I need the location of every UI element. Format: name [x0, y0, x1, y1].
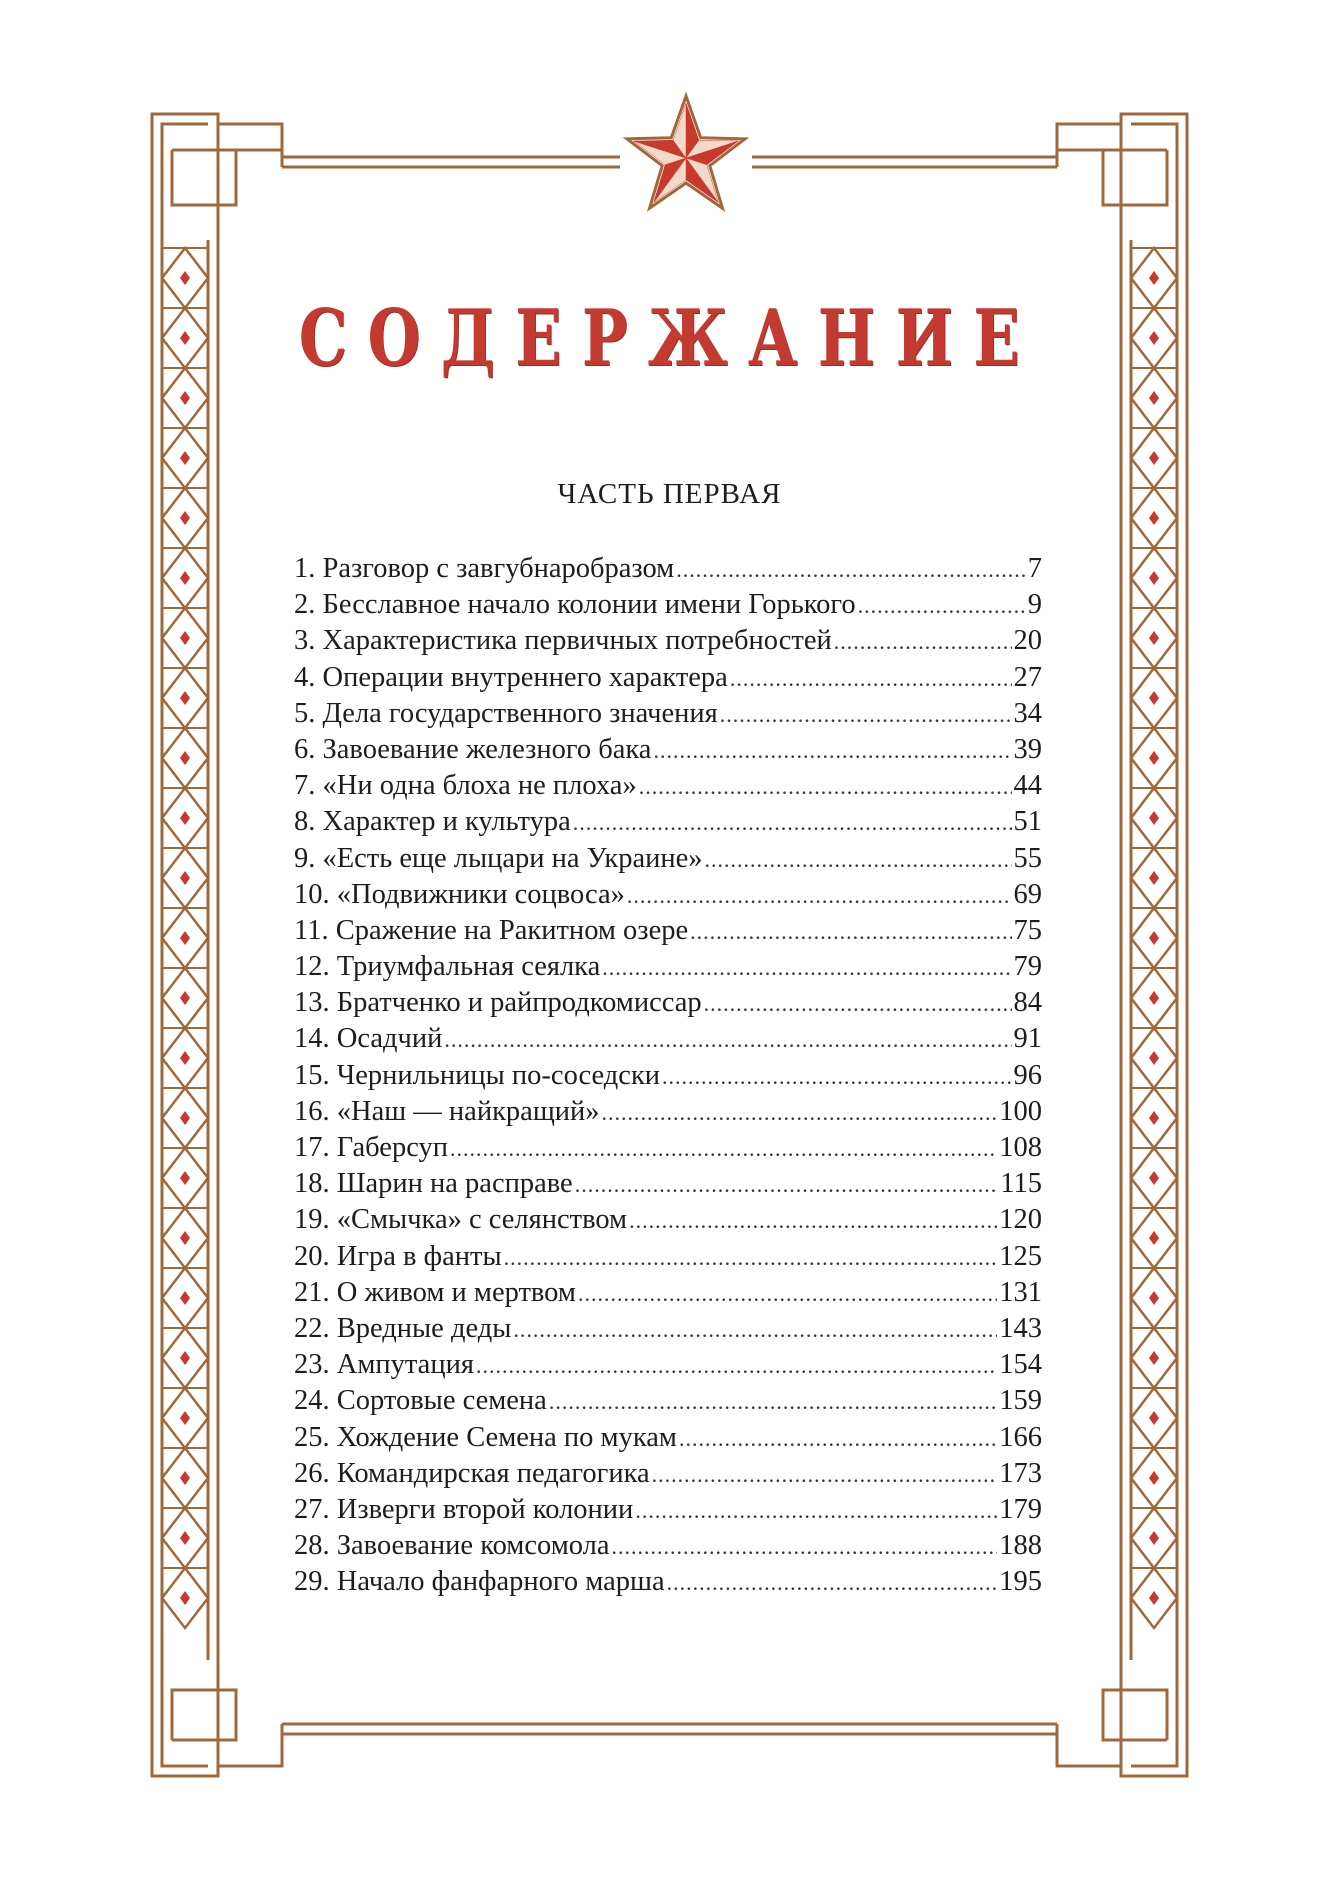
toc-page-number: 96 — [1013, 1059, 1042, 1091]
toc-entry-title: Дела государственного значения — [322, 697, 718, 729]
toc-page-number: 27 — [1013, 661, 1042, 693]
toc-page-number: 100 — [999, 1095, 1042, 1127]
toc-entry-number: 8. — [294, 806, 316, 838]
red-diamond-icon — [180, 1171, 190, 1185]
toc-dot-leader — [676, 552, 1026, 588]
toc-dot-leader — [450, 1131, 997, 1167]
red-diamond-icon — [1149, 1591, 1159, 1605]
toc-entry — [294, 949, 1042, 985]
toc-entry-title: «Смычка» с селянством — [336, 1204, 628, 1236]
toc-dot-leader — [602, 1095, 998, 1131]
toc-entry — [294, 732, 1042, 768]
red-diamond-icon — [180, 751, 190, 765]
red-diamond-icon — [1149, 271, 1159, 285]
toc-entry-number: 16. — [294, 1095, 330, 1127]
toc-page-number: 120 — [999, 1204, 1042, 1236]
toc-page-number: 7 — [1027, 553, 1042, 584]
toc-dot-leader — [504, 1240, 998, 1276]
toc-page-number: 39 — [1013, 733, 1042, 765]
toc-dot-leader — [602, 950, 1011, 986]
toc-entry-number: 2. — [294, 589, 316, 621]
toc-entry — [294, 1420, 1042, 1456]
toc-entry-title: Сражение на Ракитном озере — [335, 914, 689, 946]
toc-entry-number: 10. — [294, 878, 330, 910]
toc-entry-number: 26. — [294, 1457, 330, 1489]
toc-entry-title: Разговор с завгубнаробразом — [322, 553, 675, 584]
toc-dot-leader — [578, 1276, 997, 1312]
toc-entry-title: Ампутация — [336, 1349, 474, 1381]
toc-entry-title: Триумфальная сеялка — [336, 951, 601, 983]
toc-page-number: 188 — [999, 1530, 1042, 1562]
toc-entry-title: Чернильницы по-соседски — [336, 1059, 661, 1091]
toc-entry-title: О живом и мертвом — [336, 1276, 576, 1308]
red-diamond-icon — [1149, 1111, 1159, 1125]
toc-entry — [294, 1492, 1042, 1528]
toc-page-number: 179 — [999, 1493, 1042, 1525]
red-diamond-icon — [180, 1531, 190, 1545]
star-emblem-icon — [627, 96, 745, 208]
corner-ornament — [162, 124, 208, 240]
toc-entry-number: 14. — [294, 1023, 330, 1055]
toc-entry-number: 19. — [294, 1204, 330, 1236]
red-diamond-icon — [1149, 1351, 1159, 1365]
toc-dot-leader — [690, 914, 1011, 950]
toc-dot-leader — [858, 588, 1026, 624]
toc-entry-number: 18. — [294, 1168, 330, 1200]
toc-page-number: 51 — [1013, 806, 1042, 838]
red-diamond-icon — [180, 1111, 190, 1125]
toc-entry — [294, 841, 1042, 877]
toc-entry-title: Братченко и райпродкомиссар — [336, 987, 702, 1019]
left-border-pattern — [162, 248, 208, 1628]
toc-dot-leader — [704, 986, 1012, 1022]
toc-entry — [294, 587, 1042, 623]
toc-entry — [294, 985, 1042, 1021]
red-diamond-icon — [180, 931, 190, 945]
toc-dot-leader — [639, 769, 1012, 805]
red-diamond-icon — [1149, 1291, 1159, 1305]
toc-dot-leader — [513, 1312, 997, 1348]
toc-entry — [294, 913, 1042, 949]
red-diamond-icon — [180, 811, 190, 825]
toc-entry-number: 7. — [294, 770, 316, 802]
toc-entry-title: «Ни одна блоха не плоха» — [322, 770, 637, 802]
toc-entry — [294, 1275, 1042, 1311]
red-diamond-icon — [1149, 511, 1159, 525]
toc-entry — [294, 1311, 1042, 1347]
toc-dot-leader — [652, 1457, 998, 1493]
toc-page-number: 34 — [1013, 697, 1042, 729]
toc-entry — [294, 1021, 1042, 1057]
red-diamond-icon — [180, 1591, 190, 1605]
toc-entry — [294, 877, 1042, 913]
toc-entry — [294, 1564, 1042, 1600]
toc-entry-title: Изверги второй колонии — [336, 1493, 634, 1525]
toc-dot-leader — [635, 1493, 997, 1529]
toc-entry-title: Операции внутреннего характера — [322, 661, 728, 693]
toc-entry — [294, 551, 1042, 587]
toc-entry-title: Вредные деды — [336, 1312, 512, 1344]
toc-entry — [294, 1456, 1042, 1492]
toc-dot-leader — [573, 805, 1012, 841]
red-diamond-icon — [1149, 1231, 1159, 1245]
toc-entry-title: Хождение Семена по мукам — [336, 1421, 677, 1453]
red-diamond-icon — [180, 271, 190, 285]
corner-ornament — [1131, 1660, 1177, 1766]
toc-entry — [294, 623, 1042, 659]
toc-page-number: 166 — [999, 1421, 1042, 1453]
toc-page-number: 143 — [999, 1312, 1042, 1344]
corner-ornament — [162, 1660, 208, 1766]
toc-entry-number: 4. — [294, 661, 316, 693]
toc-page-number: 125 — [999, 1240, 1042, 1272]
toc-entry-number: 21. — [294, 1276, 330, 1308]
toc-dot-leader — [444, 1022, 1011, 1058]
right-border-pattern — [1131, 248, 1177, 1628]
toc-page-number: 84 — [1013, 987, 1042, 1019]
toc-page-number: 69 — [1013, 878, 1042, 910]
toc-entry-title: Характер и культура — [322, 806, 571, 838]
red-diamond-icon — [180, 391, 190, 405]
toc-entry — [294, 1528, 1042, 1564]
corner-ornament — [1131, 124, 1177, 240]
toc-entry-title: Габерсуп — [336, 1132, 448, 1163]
toc-entry — [294, 1239, 1042, 1275]
part-heading: ЧАСТЬ ПЕРВАЯ — [557, 478, 782, 510]
toc-page-number: 195 — [999, 1566, 1042, 1598]
red-diamond-icon — [1149, 571, 1159, 585]
toc-dot-leader — [575, 1167, 999, 1203]
toc-entry-title: «Наш — найкращий» — [336, 1095, 600, 1127]
toc-entry-number: 13. — [294, 987, 330, 1019]
red-diamond-icon — [1149, 1051, 1159, 1065]
toc-dot-leader — [653, 733, 1011, 769]
toc-entry-number: 20. — [294, 1240, 330, 1272]
toc-entry-number: 11. — [294, 914, 329, 946]
red-diamond-icon — [180, 1291, 190, 1305]
toc-entry-number: 22. — [294, 1312, 330, 1344]
toc-entry-title: Характеристика первичных потребностей — [322, 625, 832, 657]
red-diamond-icon — [180, 691, 190, 705]
toc-dot-leader — [730, 661, 1012, 697]
toc-entry — [294, 1383, 1042, 1419]
corner-ornament — [218, 124, 282, 167]
toc-entry-title: Шарин на расправе — [336, 1168, 573, 1200]
toc-dot-leader — [627, 878, 1012, 914]
toc-entry-title: Сортовые семена — [336, 1385, 547, 1417]
toc-entry-number: 24. — [294, 1385, 330, 1417]
toc-page-number: 108 — [999, 1132, 1042, 1163]
red-diamond-icon — [180, 631, 190, 645]
toc-entry-number: 23. — [294, 1349, 330, 1381]
toc-entry — [294, 696, 1042, 732]
toc-entry-number: 12. — [294, 951, 330, 983]
toc-entry-number: 27. — [294, 1493, 330, 1525]
red-diamond-icon — [1149, 871, 1159, 885]
toc-page-number: 154 — [999, 1349, 1042, 1381]
corner-ornament — [172, 150, 236, 205]
toc-dot-leader — [705, 842, 1012, 878]
toc-entry-number: 29. — [294, 1566, 330, 1598]
red-diamond-icon — [180, 1351, 190, 1365]
toc-entry — [294, 1130, 1042, 1166]
red-diamond-icon — [180, 1051, 190, 1065]
red-diamond-icon — [180, 991, 190, 1005]
toc-page-number: 79 — [1013, 951, 1042, 983]
toc-page-number: 115 — [1000, 1168, 1042, 1200]
toc-entry-title: Завоевание комсомола — [336, 1530, 610, 1562]
toc-dot-leader — [667, 1565, 998, 1601]
red-diamond-icon — [1149, 751, 1159, 765]
toc-page-number: 55 — [1013, 842, 1042, 874]
toc-entry-number: 15. — [294, 1059, 330, 1091]
red-diamond-icon — [180, 451, 190, 465]
toc-dot-leader — [476, 1348, 997, 1384]
toc-dot-leader — [720, 697, 1012, 733]
toc-entry — [294, 1347, 1042, 1383]
red-diamond-icon — [1149, 1171, 1159, 1185]
red-diamond-icon — [1149, 1531, 1159, 1545]
toc-page-number: 91 — [1013, 1023, 1042, 1055]
red-diamond-icon — [1149, 1471, 1159, 1485]
red-diamond-icon — [1149, 811, 1159, 825]
toc-entry — [294, 804, 1042, 840]
red-diamond-icon — [1149, 631, 1159, 645]
toc-page-number: 75 — [1013, 914, 1042, 946]
toc-entry-title: Завоевание железного бака — [322, 733, 652, 765]
corner-ornament — [1103, 1690, 1167, 1740]
toc-entry — [294, 1202, 1042, 1238]
toc-entry — [294, 660, 1042, 696]
toc-entry-title: Игра в фанты — [336, 1240, 502, 1272]
red-diamond-icon — [1149, 931, 1159, 945]
page-title: СОДЕРЖАНИЕ — [298, 293, 1040, 384]
red-diamond-icon — [180, 1471, 190, 1485]
toc-entry-title: Бесславное начало колонии имени Горького — [322, 589, 856, 621]
red-diamond-icon — [1149, 391, 1159, 405]
red-diamond-icon — [1149, 1411, 1159, 1425]
toc-entry-title: Командирская педагогика — [336, 1457, 650, 1489]
red-diamond-icon — [180, 1411, 190, 1425]
red-diamond-icon — [180, 1231, 190, 1245]
corner-ornament — [218, 1724, 282, 1766]
corner-ornament — [1103, 150, 1167, 205]
toc-entry-number: 5. — [294, 697, 316, 729]
red-diamond-icon — [180, 871, 190, 885]
toc-page-number: 131 — [999, 1276, 1042, 1308]
toc-page-number: 159 — [999, 1385, 1042, 1417]
toc-dot-leader — [662, 1059, 1011, 1095]
red-diamond-icon — [180, 571, 190, 585]
corner-ornament — [172, 1690, 236, 1740]
toc-entry-title: Осадчий — [336, 1023, 443, 1055]
toc-entry — [294, 1094, 1042, 1130]
red-diamond-icon — [180, 511, 190, 525]
toc-dot-leader — [834, 624, 1012, 660]
toc-page-number: 20 — [1013, 625, 1042, 657]
toc-entry-number: 25. — [294, 1421, 330, 1453]
toc-page-number: 173 — [999, 1457, 1042, 1489]
toc-dot-leader — [629, 1203, 997, 1239]
corner-ornament — [1057, 1724, 1121, 1766]
toc-entry — [294, 1058, 1042, 1094]
toc-page-number: 44 — [1013, 770, 1042, 802]
red-diamond-icon — [1149, 691, 1159, 705]
red-diamond-icon — [1149, 451, 1159, 465]
toc-entry-number: 17. — [294, 1132, 330, 1163]
toc-dot-leader — [611, 1529, 997, 1565]
toc-entry — [294, 768, 1042, 804]
toc-dot-leader — [679, 1421, 997, 1457]
toc-entry-number: 1. — [294, 553, 316, 584]
red-diamond-icon — [1149, 991, 1159, 1005]
toc-entry-number: 9. — [294, 842, 316, 874]
toc-entry-number: 6. — [294, 733, 316, 765]
toc-entry — [294, 1166, 1042, 1202]
toc-entry-title: «Подвижники соцвоса» — [336, 878, 625, 910]
toc-entry-number: 3. — [294, 625, 316, 657]
corner-ornament — [1057, 124, 1121, 167]
table-of-contents — [294, 551, 1042, 1600]
toc-dot-leader — [549, 1384, 997, 1420]
toc-entry-title: «Есть еще лыцари на Украине» — [322, 842, 703, 874]
toc-entry-number: 28. — [294, 1530, 330, 1562]
toc-page-number: 9 — [1027, 589, 1042, 621]
toc-entry-title: Начало фанфарного марша — [336, 1566, 665, 1598]
